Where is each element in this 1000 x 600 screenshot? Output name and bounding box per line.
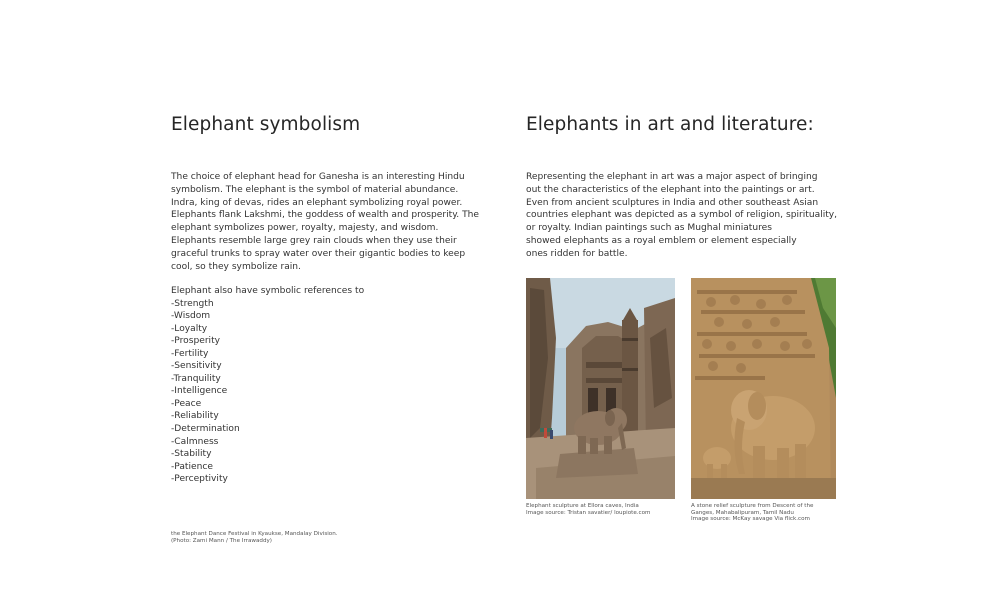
symbol-list [171,285,364,486]
list-item: -Loyalty [171,323,208,334]
list-intro: Elephant also have symbolic references to [171,286,365,296]
list-item: -Peace [171,398,202,409]
caption-line: Image source: Tristan savatier/ loupiote.com [526,509,651,516]
list-item: -Wisdom [171,311,211,322]
caption-line: A stone relief sculpture from Descent of the [691,503,814,509]
footnote-line: (Photo: Zami Mann / The Irrawaddy) [171,537,272,544]
list-item: -Determination [171,424,240,435]
paragraph-line: or royalty. Indian paintings such as Mughal miniatures [526,223,773,234]
right-paragraph [526,171,837,261]
paragraph-line: elephant symbolizes power, royalty, majesty, and wisdom. [171,223,439,234]
left-heading: Elephant symbolism [171,114,361,135]
list-item: -Reliability [171,411,219,422]
paragraph-line: countries elephant was depicted as a symbol of religion, spirituality, [526,210,838,221]
paragraph-line: ones ridden for battle. [526,248,628,259]
paragraph-line: Elephants flank Lakshmi, the goddess of wealth and prosperity. The [171,210,479,221]
list-item: -Intelligence [171,386,228,397]
paragraph-line: out the characteristics of the elephant into the paintings or art. [526,184,815,195]
left-paragraph [171,171,479,273]
paragraph-line: Even from ancient sculptures in India and other southeast Asian [526,197,819,208]
list-item: -Sensitivity [171,361,222,372]
paragraph-line: Representing the elephant in art was a major aspect of bringing [526,172,818,182]
list-item: -Calmness [171,436,219,447]
paragraph-line: cool, so they symbolize rain. [171,261,301,272]
caption-line: Elephant sculpture at Ellora caves, India [526,503,639,509]
list-item: -Patience [171,461,213,472]
relief-sculpture-photo [691,278,836,499]
list-item: -Strength [171,298,214,309]
list-item: -Tranquility [171,373,221,384]
relief-caption [691,503,813,523]
paragraph-line: The choice of elephant head for Ganesha is an interesting Hindu [171,172,465,182]
paragraph-line: symbolism. The elephant is the symbol of material abundance. [171,184,459,195]
footnote-line: the Elephant Dance Festival in Kyaukse, Mandalay Division. [171,531,338,537]
caption-line: Image source: McKay savage Via flick.com [691,516,810,523]
paragraph-line: showed elephants as a royal emblem or element especially [526,235,797,246]
list-item: -Fertility [171,348,209,359]
right-heading: Elephants in art and literature: [526,114,814,135]
list-item: -Perceptivity [171,474,228,485]
paragraph-line: Indra, king of devas, rides an elephant symbolizing royal power. [171,197,463,208]
list-item: -Prosperity [171,336,221,347]
left-footnote [171,531,338,544]
caption-line: Ganges, Mahabalipuram, Tamil Nadu [691,509,794,516]
paragraph-line: graceful trunks to spray water over their gigantic bodies to keep [171,248,466,259]
ellora-elephant-photo [526,278,675,499]
paragraph-line: Elephants resemble large grey rain clouds when they use their [171,235,457,246]
ellora-caption [526,503,650,516]
list-item: -Stability [171,449,212,460]
